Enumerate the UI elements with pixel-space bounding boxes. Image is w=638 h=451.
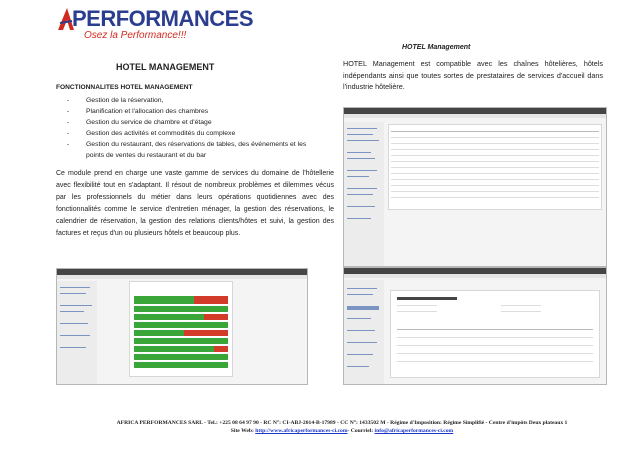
screenshot-subbar <box>344 274 606 278</box>
footer-company-info: AFRICA PERFORMANCES SARL - Tel.: +225 08 64 97 90 - RC N°: CI-ABJ-2014-B-17989 - CC N°: 1433502 M - Régime d'Imposition: Régime Simplifié - Centre d'impôts Deux plateaux 1 <box>116 420 568 426</box>
bullet-dash: - <box>67 97 70 104</box>
list-item <box>56 106 326 117</box>
screenshot-sidebar <box>344 122 384 266</box>
list-item <box>56 128 326 139</box>
screenshot-housekeeping-form <box>343 267 607 385</box>
list-item <box>56 117 326 128</box>
list-item-text: Gestion des activités et commodités du complexe <box>86 130 236 137</box>
right-intro-paragraph: HOTEL Management est compatible avec les chaînes hôtelières, hôtels indépendants ainsi que toutes sortes de prestataires de services d'accueil dans l'industrie hôtelière. <box>343 59 603 91</box>
email-link[interactable]: info@africaperformances-ci.com <box>374 428 454 434</box>
list-item <box>56 139 326 161</box>
screenshot-room-summary <box>56 268 308 385</box>
screenshot-availability-grid <box>129 281 233 377</box>
screenshot-form-sheet <box>390 290 600 378</box>
bullet-dash: - <box>67 119 70 126</box>
logo-slogan: Osez la Performance!!! <box>84 30 187 41</box>
list-item <box>56 95 326 106</box>
module-description-paragraph: Ce module prend en charge une vaste gamme de services du domaine de l'hôtellerie avec flexibilité tout en s'adaptant. Il résout de nombreux problèmes et dilemmes vécus par les professionnels du métier dans leurs opérations quotidiennes avec des fonctionnalités comme le service d'entretien ménager, la gestion des réservations, le calendrier de réservation, la gestion des relations clients/hôtes et suivi, la gestion des factures et reçus d'un ou plusieurs hôtels et beaucoup plus. <box>56 170 334 237</box>
screenshot-table <box>388 124 602 210</box>
footer-email-prefix: - Courriel: <box>347 428 375 434</box>
screenshot-sidebar <box>57 281 97 384</box>
bullet-dash: - <box>67 130 70 137</box>
list-item-text: Gestion de la réservation, <box>86 97 164 104</box>
features-list <box>56 95 326 161</box>
logo-wordmark: PERFORMANCES <box>72 6 254 31</box>
company-logo <box>56 6 254 50</box>
website-link[interactable]: http://www.africaperformances-ci.com <box>255 428 348 434</box>
bullet-dash: - <box>67 141 70 148</box>
page-title: HOTEL MANAGEMENT <box>116 62 215 72</box>
screenshot-subbar <box>344 114 606 118</box>
features-subheading: FONCTIONNALITES HOTEL MANAGEMENT <box>56 84 193 91</box>
footer-website-prefix: Site Web: <box>230 428 256 434</box>
bullet-dash: - <box>67 108 70 115</box>
screenshot-reservations-list <box>343 107 607 267</box>
screenshot-subbar <box>57 275 307 279</box>
list-item-text: Gestion du restaurant, des réservations de tables, des événements et les points de ventes du restaurant et du bar <box>86 141 307 159</box>
screenshot-sidebar <box>344 280 384 384</box>
list-item-text: Gestion du service de chambre et d'étage <box>86 119 212 126</box>
right-section-title: HOTEL Management <box>402 44 471 51</box>
list-item-text: Planification et l'allocation des chambres <box>86 108 209 115</box>
footer-contact-line <box>92 428 592 434</box>
